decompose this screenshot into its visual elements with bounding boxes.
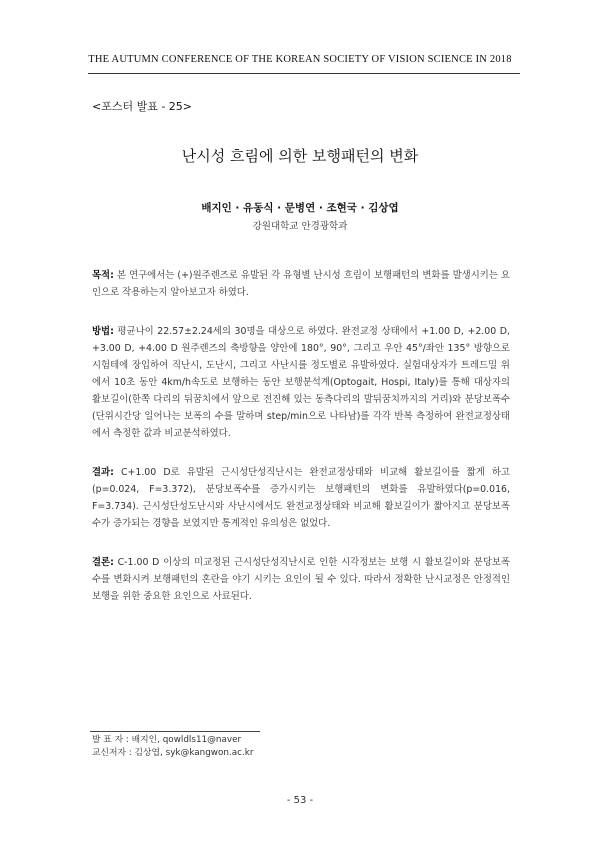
abstract-results bbox=[92, 464, 510, 532]
results-text: C+1.00 D로 유발된 근시성단성직난시는 완전교정상태와 비교해 활보길이를 짧게 하고(p=0.024, F=3.372), 분당보폭수를 증가시키는 보행패턴의 변화를 유발하였다(p=0.016, F=3.734). 근시성단성도난시와 사난시에서도 완전교정상태와 비교해 활보길이가 짧아지고 분당보폭수가 증가되는 경향을 보였지만 통계적인 유의성은 없었다. bbox=[92, 467, 510, 529]
methods-label: 방법: bbox=[92, 326, 114, 337]
footnote-presenter: 발 표 자 : 배지인, qowldls11@naver bbox=[92, 735, 242, 745]
purpose-label: 목적: bbox=[92, 270, 114, 281]
footnote-corresponding: 교신저자 : 김상엽, syk@kangwon.ac.kr bbox=[92, 747, 254, 758]
abstract-purpose bbox=[92, 267, 510, 301]
author-list: 배지인 · 유동식 · 문병연 · 조현국 · 김상엽 bbox=[201, 202, 399, 214]
page-number: - 53 - bbox=[286, 795, 314, 806]
running-header: THE AUTUMN CONFERENCE OF THE KOREAN SOCIETY OF VISION SCIENCE IN 2018 bbox=[88, 54, 512, 65]
conclusion-label: 결론: bbox=[92, 557, 114, 568]
footnote-rule bbox=[90, 731, 260, 732]
abstract-methods bbox=[92, 323, 510, 442]
purpose-text: 본 연구에서는 (+)원주렌즈로 유발된 각 유형별 난시성 흐림이 보행패턴의 변화를 발생시키는 요인으로 작용하는지 알아보고자 하였다. bbox=[92, 270, 510, 298]
abstract bbox=[92, 267, 510, 627]
section-label: <포스터 발표 - 25> bbox=[92, 100, 193, 113]
footnotes bbox=[92, 734, 254, 759]
paper-title: 난시성 흐림에 의한 보행패턴의 변화 bbox=[181, 147, 419, 165]
abstract-conclusion bbox=[92, 554, 510, 605]
methods-text: 평균나이 22.57±2.24세의 30명을 대상으로 하였다. 완전교정 상태에서 +1.00 D, +2.00 D, +3.00 D, +4.00 D 원주렌즈의 축방향을 양안에 180°, 90°, 그리고 우안 45°/좌안 135° 방향으로 시험테에 장입하여 직난시, 도난시, 그리고 사난시를 정도별로 유발하였다. 실험대상자가 트레드밀 위에서 10초 동안 4km/h속도로 보행하는 동안 보행분석계(Optogait, Hospi, Italy)를 통해 대상자의 활보길이(한쪽 다리의 뒤꿈치에서 앞으로 전진해 있는 동측다리의 발뒤꿈치까지의 거리)와 분당보폭수(단위시간당 일어나는 보폭의 수를 말하며 step/min으로 나타남)를 각각 반복 측정하여 완전교정상태에서 측정한 값과 비교분석하였다. bbox=[92, 326, 510, 439]
results-label: 결과: bbox=[92, 467, 114, 478]
header-rule bbox=[88, 73, 520, 74]
conclusion-text: C-1.00 D 이상의 미교정된 근시성단성직난시로 인한 시각정보는 보행 시 활보길이와 분당보폭수를 변화시켜 보행패턴의 혼란을 야기 시키는 요인이 될 수 있다. 따라서 정확한 난시교정은 안정적인 보행을 위한 중요한 요인으로 사료된다. bbox=[92, 557, 510, 602]
affiliation: 강원대학교 안경광학과 bbox=[252, 221, 348, 232]
